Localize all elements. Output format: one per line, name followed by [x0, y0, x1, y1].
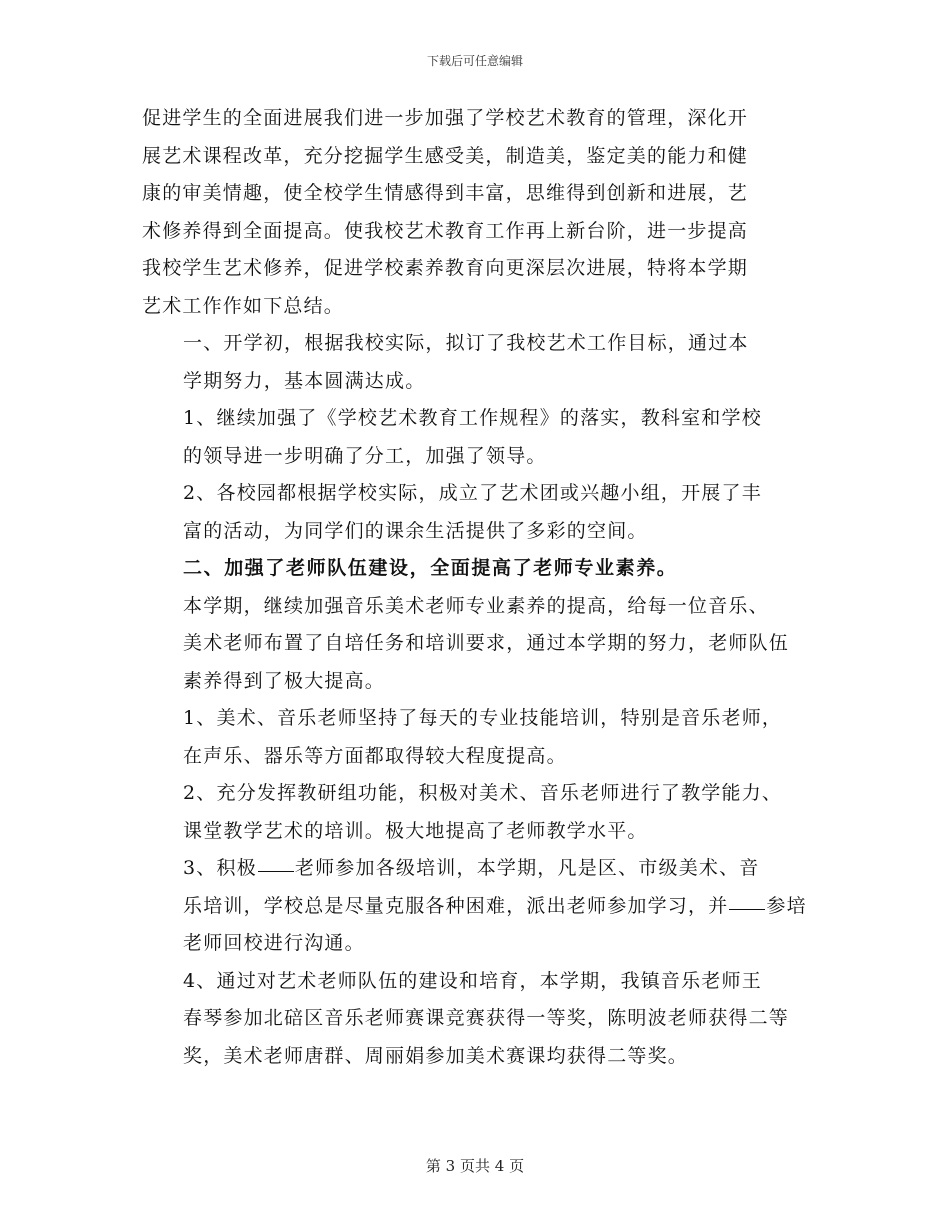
text-line: 1、继续加强了《学校艺术教育工作规程》的落实，教科室和学校 [183, 407, 762, 429]
text-line: 课堂教学艺术的培训。极大地提高了老师教学水平。 [183, 819, 648, 842]
paragraph [142, 775, 812, 850]
text-line: 奖，美术老师唐群、周丽娟参加美术赛课均获得二等奖。 [183, 1044, 689, 1067]
text-line: 本学期，继续加强音乐美术老师专业素养的提高，给每一位音乐、 [183, 594, 769, 617]
text-line: 康的审美情趣，使全校学生情感得到丰富，思维得到创新和进展，艺 [142, 182, 749, 204]
paragraph [142, 325, 812, 400]
paragraph [142, 700, 812, 775]
page-footer: 第 3 页共 4 页 [425, 1157, 525, 1175]
text-line: 乐培训，学校总是尽量克服各种困难，派出老师参加学习，并 参培 [183, 894, 807, 917]
text-line: 二、加强了老师队伍建设，全面提高了老师专业素养。 [183, 557, 678, 579]
document-body [142, 100, 812, 1075]
paragraph [142, 400, 812, 475]
text-line: 的领导进一步明确了分工，加强了领导。 [183, 444, 547, 467]
text-line: 艺术工作作如下总结。 [142, 294, 345, 317]
text-line: 素养得到了极大提高。 [183, 669, 386, 692]
paragraph [142, 963, 812, 1076]
text-line: 学期努力，基本圆满达成。 [183, 369, 426, 392]
paragraph [142, 475, 812, 550]
paragraph [142, 850, 812, 963]
text-line: 美术老师布置了自培任务和培训要求，通过本学期的努力，老师队伍 [183, 632, 790, 654]
text-line: 春琴参加北碚区音乐老师赛课竞赛获得一等奖，陈明波老师获得二等 [183, 1007, 790, 1029]
text-line: 2、各校园都根据学校实际，成立了艺术团或兴趣小组，开展了丰 [183, 482, 762, 504]
fill-in-blank [258, 870, 294, 872]
paragraph [142, 588, 812, 701]
text-line: 促进学生的全面进展我们进一步加强了学校艺术教育的管理，深化开 [142, 107, 749, 129]
section-heading [142, 550, 812, 588]
text-line: 展艺术课程改革，充分挖掘学生感受美，制造美，鉴定美的能力和健 [142, 144, 749, 167]
text-line: 3、积极 老师参加各级培训，本学期，凡是区、市级美术、音 [183, 857, 760, 879]
text-line: 我校学生艺术修养，促进学校素养教育向更深层次进展，特将本学期 [142, 257, 749, 279]
text-line: 2、充分发挥教研组功能，积极对美术、音乐老师进行了教学能力、 [183, 782, 783, 804]
text-line: 老师回校进行沟通。 [183, 932, 365, 954]
text-line: 1、美术、音乐老师坚持了每天的专业技能培训，特别是音乐老师， [183, 707, 783, 729]
fill-in-blank [729, 908, 765, 910]
page-header: 下载后可任意编辑 [426, 54, 523, 68]
text-line: 术修养得到全面提高。使我校艺术教育工作再上新台阶，进一步提高 [142, 219, 749, 242]
text-line: 4、通过对艺术老师队伍的建设和培育，本学期，我镇音乐老师王 [183, 969, 762, 992]
text-line: 富的活动，为同学们的课余生活提供了多彩的空间。 [183, 519, 648, 542]
text-line: 在声乐、器乐等方面都取得较大程度提高。 [183, 744, 567, 767]
text-line: 一、开学初，根据我校实际，拟订了我校艺术工作目标，通过本 [183, 332, 749, 354]
paragraph [142, 100, 812, 325]
